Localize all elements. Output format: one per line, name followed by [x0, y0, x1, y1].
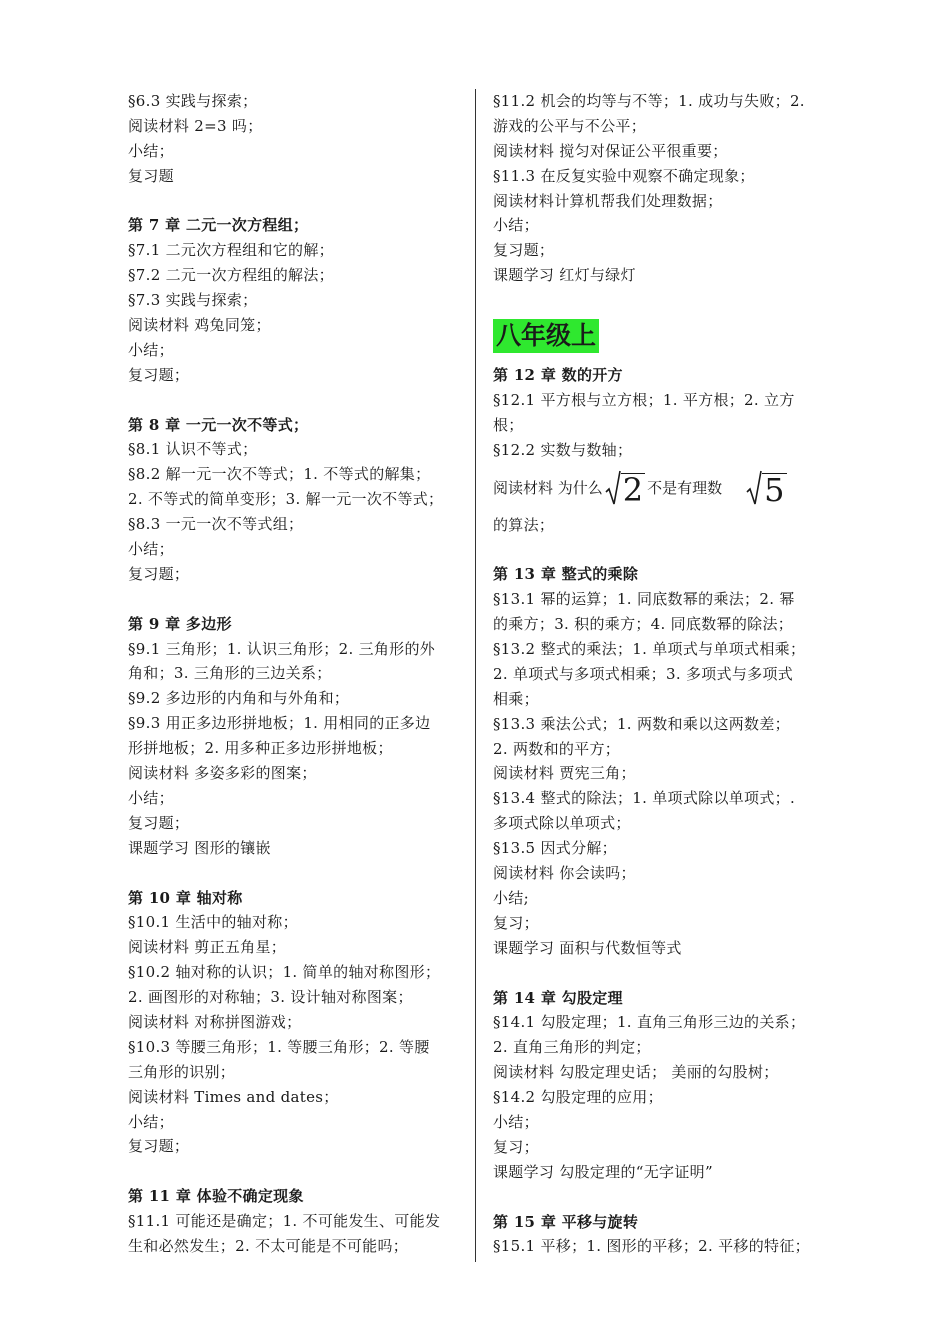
toc-line: §11.1 可能还是确定；1. 不可能发生、可能发 [128, 1212, 441, 1231]
sqrt-5-expression [746, 470, 786, 509]
toc-line: §10.3 等腰三角形；1. 等腰三角形；2. 等腰 [128, 1037, 430, 1056]
toc-line: 相乘； [493, 689, 539, 708]
toc-line: 复习题； [128, 1137, 190, 1156]
toc-line: §8.3 一元一次不等式组； [128, 515, 304, 534]
chapter-heading: 第 7 章 二元一次方程组； [128, 216, 309, 235]
blank-line [128, 1159, 462, 1184]
toc-line: §8.1 认识不等式； [128, 440, 258, 459]
toc-line: 2. 两数和的平方； [493, 739, 621, 758]
chapter-heading: 第 13 章 整式的乘除 [493, 565, 639, 584]
toc-line: 阅读材料 2=3 吗； [128, 116, 263, 135]
math-line-prefix: 阅读材料 为什么 [493, 479, 603, 498]
toc-line: 复习题； [128, 564, 190, 583]
toc-line: 游戏的公平与不公平； [493, 116, 647, 135]
toc-line: 复习题； [128, 365, 190, 384]
toc-line: §9.2 多边形的内角和与外角和； [128, 689, 350, 708]
toc-line: 2. 画图形的对称轴；3. 设计轴对称图案； [128, 988, 413, 1007]
toc-line: §13.2 整式的乘法；1. 单项式与单项式相乘； [493, 640, 806, 659]
toc-line: 多项式除以单项式； [493, 814, 631, 833]
toc-line: §13.3 乘法公式；1. 两数和乘以这两数差； [493, 714, 790, 733]
math-line-middle: 不是有理数 [647, 479, 723, 498]
toc-line: 阅读材料 多姿多彩的图案； [128, 764, 317, 783]
toc-line: 课题学习 红灯与绿灯 [493, 266, 636, 285]
blank-line [128, 388, 462, 413]
toc-line: 阅读材料计算机帮我们处理数据； [493, 191, 723, 210]
toc-line: §13.5 因式分解； [493, 839, 617, 858]
radical-sign-icon [746, 470, 762, 506]
blank-line [128, 189, 462, 214]
toc-line: 小结； [128, 141, 174, 160]
chapter-heading: 第 12 章 数的开方 [493, 366, 623, 385]
right-column-bottom [493, 513, 827, 1260]
chapter-heading: 第 11 章 体验不确定现象 [128, 1187, 304, 1206]
toc-line: 阅读材料 勾股定理史话； 美丽的勾股树； [493, 1063, 779, 1082]
blank-line [128, 587, 462, 612]
toc-line: §9.3 用正多边形拼地板；1. 用相同的正多边 [128, 714, 431, 733]
toc-line: 小结； [128, 788, 174, 807]
blank-line [128, 861, 462, 886]
chapter-heading: 第 15 章 平移与旋转 [493, 1212, 639, 1231]
right-column-top [493, 89, 827, 288]
right-column [493, 89, 827, 1259]
toc-line: 小结； [493, 216, 539, 235]
toc-line: 形拼地板；2. 用多种正多边形拼地板； [128, 739, 393, 758]
toc-line: §10.2 轴对称的认识；1. 简单的轴对称图形； [128, 963, 441, 982]
column-divider [475, 89, 476, 1262]
toc-line: 小结； [128, 540, 174, 559]
toc-line: 课题学习 图形的镶嵌 [128, 838, 271, 857]
toc-line: §13.1 幂的运算；1. 同底数幂的乘法；2. 幂 [493, 590, 795, 609]
radical-sign-icon [605, 470, 621, 506]
toc-line: 2. 单项式与多项式相乘；3. 多项式与多项式 [493, 664, 794, 683]
toc-line: 阅读材料 剪正五角星； [128, 938, 287, 957]
grade-title: 八年级上 [493, 319, 599, 353]
chapter-heading: 第 8 章 一元一次不等式； [128, 415, 309, 434]
grade-title-row [493, 309, 827, 363]
toc-line: 课题学习 勾股定理的“无字证明” [493, 1162, 713, 1181]
toc-line: §11.3 在反复实验中观察不确定现象； [493, 166, 755, 185]
right-column-mid [493, 363, 827, 463]
toc-line: 生和必然发生；2. 不太可能是不可能吗； [128, 1236, 409, 1255]
blank-line [493, 537, 827, 562]
toc-line: 根； [493, 415, 524, 434]
toc-line: 小结； [128, 340, 174, 359]
left-column [128, 89, 462, 1259]
toc-line: 小结； [128, 1112, 174, 1131]
toc-line: §7.3 实践与探索； [128, 291, 258, 310]
toc-line: §13.4 整式的除法；1. 单项式除以单项式；. [493, 789, 796, 808]
toc-line: 小结; [493, 888, 529, 907]
toc-line: §15.1 平移；1. 图形的平移；2. 平移的特征； [493, 1237, 810, 1256]
toc-line: 复习题； [128, 813, 190, 832]
toc-line: 阅读材料 Times and dates； [128, 1087, 339, 1106]
toc-line: 课题学习 面积与代数恒等式 [493, 938, 682, 957]
toc-line: 复习题； [493, 241, 555, 260]
toc-line: §12.1 平方根与立方根；1. 平方根；2. 立方 [493, 390, 795, 409]
chapter-heading: 第 9 章 多边形 [128, 614, 232, 633]
toc-line: §6.3 实践与探索； [128, 92, 258, 110]
toc-line: 复习； [493, 913, 539, 932]
toc-line: §8.2 解一元一次不等式；1. 不等式的解集； [128, 465, 431, 484]
chapter-heading: 第 10 章 轴对称 [128, 888, 243, 907]
toc-line: 阅读材料 对称拼图游戏； [128, 1012, 302, 1031]
toc-line: 阅读材料 搅匀对保证公平很重要； [493, 141, 728, 160]
toc-line: 2. 直角三角形的判定； [493, 1038, 651, 1057]
toc-line: 的乘方；3. 积的乘方；4. 同底数幂的除法； [493, 615, 794, 634]
toc-line: 阅读材料 鸡兔同笼； [128, 316, 271, 335]
blank-line [493, 1185, 827, 1210]
toc-line: §7.1 二元次方程组和它的解； [128, 241, 334, 260]
toc-line: 小结； [493, 1112, 539, 1131]
blank-line [493, 961, 827, 986]
toc-line: 角和；3. 三角形的三边关系； [128, 664, 332, 683]
toc-line: 阅读材料 你会读吗； [493, 864, 636, 883]
radicand-2: 2 [622, 470, 644, 509]
toc-line: 三角形的识别； [128, 1062, 236, 1081]
toc-line: 复习； [493, 1137, 539, 1156]
sqrt-2-expression [605, 470, 645, 509]
toc-line: §14.2 勾股定理的应用； [493, 1088, 663, 1107]
toc-line: 2. 不等式的简单变形；3. 解一元一次不等式； [128, 490, 444, 509]
toc-line: 阅读材料 贾宪三角； [493, 764, 636, 783]
chapter-heading: 第 14 章 勾股定理 [493, 988, 623, 1007]
toc-line: 复习题 [128, 166, 174, 185]
radicand-5: 5 [764, 470, 785, 509]
toc-line: §10.1 生活中的轴对称； [128, 913, 298, 932]
math-reading-line [493, 463, 827, 513]
toc-line: §7.2 二元一次方程组的解法； [128, 266, 334, 285]
toc-line: §14.1 勾股定理；1. 直角三角形三边的关系； [493, 1013, 806, 1032]
toc-line: 的算法； [493, 515, 555, 534]
toc-line: §12.2 实数与数轴； [493, 440, 633, 459]
toc-line: §11.2 机会的均等与不等；1. 成功与失败；2. [493, 92, 805, 110]
toc-line: §9.1 三角形；1. 认识三角形；2. 三角形的外 [128, 639, 436, 658]
